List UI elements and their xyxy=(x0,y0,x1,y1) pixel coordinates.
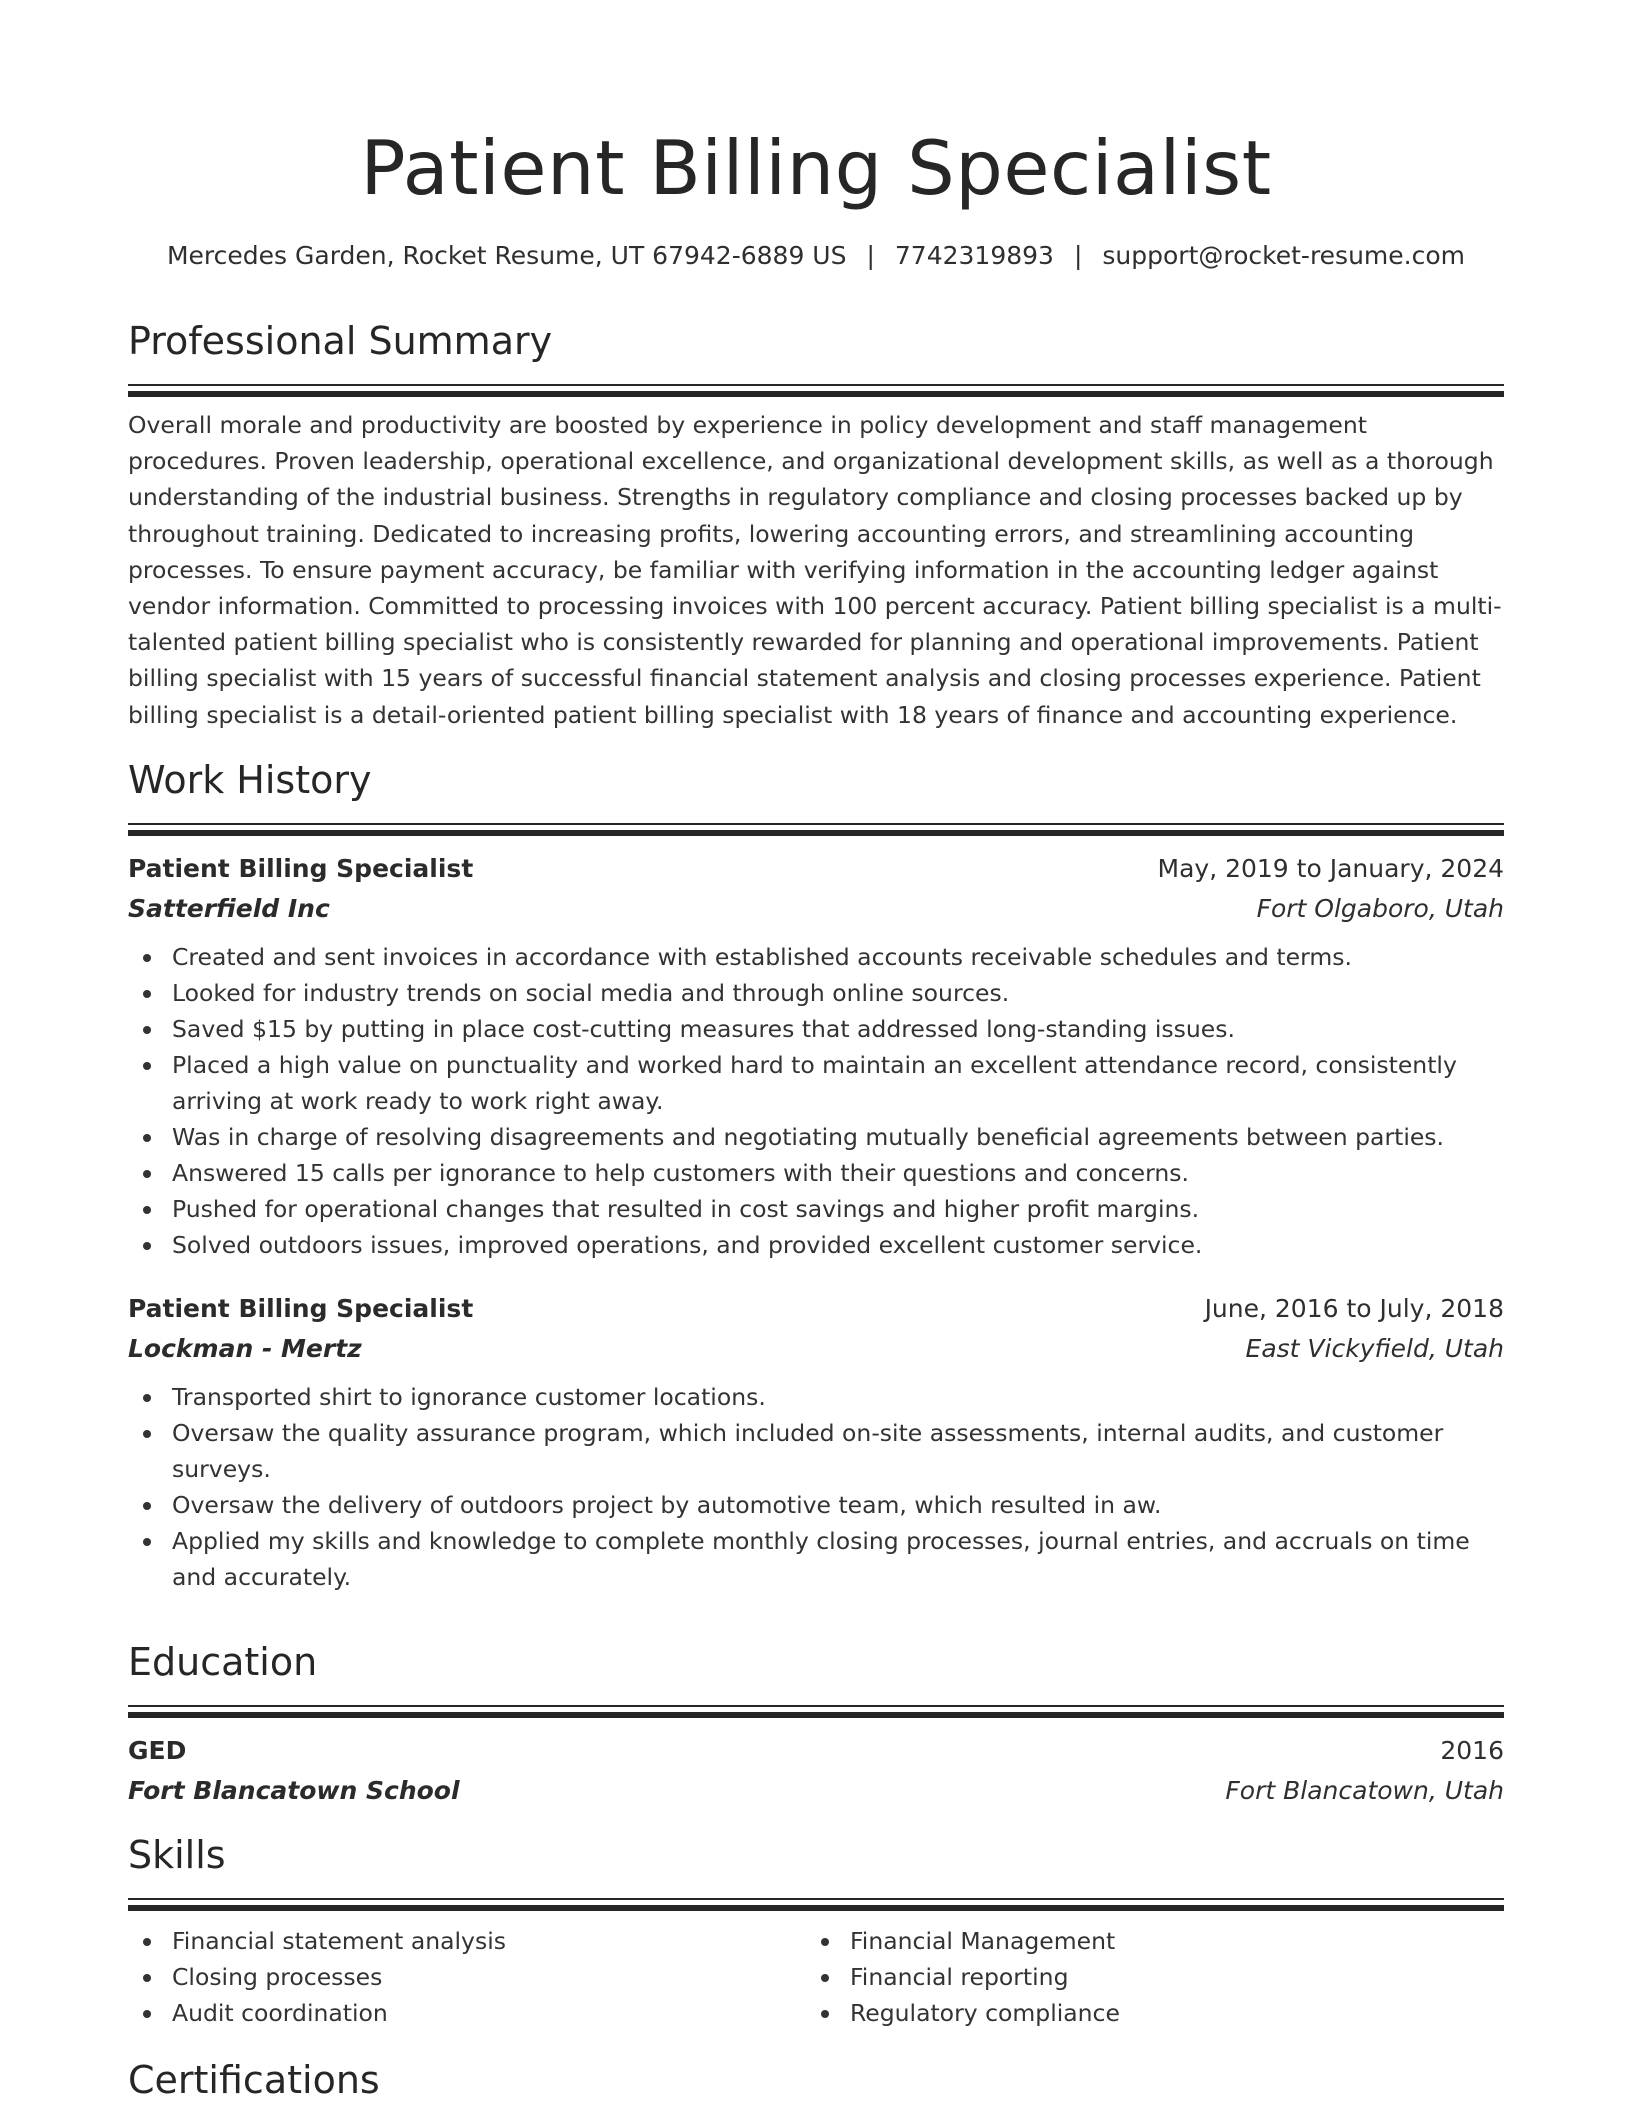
job-company: Satterfield Inc xyxy=(128,894,330,923)
contact-separator: | xyxy=(1073,241,1083,270)
contact-address: Mercedes Garden, Rocket Resume, UT 67942-6889 US xyxy=(166,241,847,270)
section-divider xyxy=(128,823,1504,825)
list-item: Oversaw the quality assurance program, which included on-site assessments, internal audits, and customer surveys. xyxy=(128,1415,1504,1487)
list-item: Looked for industry trends on social media and through online sources. xyxy=(128,975,1504,1011)
skill-item: Financial reporting xyxy=(806,1959,1484,1995)
education-entry xyxy=(128,1731,1504,1811)
job-dates: June, 2016 to July, 2018 xyxy=(1204,1294,1504,1323)
resume-title: Patient Billing Specialist xyxy=(360,124,1272,212)
list-item: Pushed for operational changes that resulted in cost savings and higher profit margins. xyxy=(128,1191,1504,1227)
contact-email: support@rocket-resume.com xyxy=(1102,241,1466,270)
section-divider xyxy=(128,384,1504,386)
contact-separator: | xyxy=(866,241,875,270)
job-company: Lockman - Mertz xyxy=(128,1334,362,1363)
contact-line xyxy=(128,238,1504,274)
summary-section xyxy=(128,316,1504,733)
job-title: Patient Billing Specialist xyxy=(128,854,474,883)
certifications-section xyxy=(128,2055,1504,2105)
skill-item: Regulatory compliance xyxy=(806,1995,1484,2031)
skill-item: Financial statement analysis xyxy=(128,1923,806,1959)
education-degree: GED xyxy=(128,1736,187,1765)
section-divider xyxy=(128,1712,1504,1718)
section-divider xyxy=(128,1705,1504,1707)
list-item: Created and sent invoices in accordance with established accounts receivable schedules and terms. xyxy=(128,939,1504,975)
skill-item: Closing processes xyxy=(128,1959,806,1995)
section-divider xyxy=(128,830,1504,836)
list-item: Saved $15 by putting in place cost-cutting measures that addressed long-standing issues. xyxy=(128,1011,1504,1047)
list-item: Was in charge of resolving disagreements and negotiating mutually beneficial agreements between parties. xyxy=(128,1119,1504,1155)
job-dates: May, 2019 to January, 2024 xyxy=(1157,854,1504,883)
job-bullets xyxy=(128,1379,1504,1595)
skills-column-right xyxy=(806,1923,1484,2031)
education-section xyxy=(128,1637,1504,1811)
job-title: Patient Billing Specialist xyxy=(128,1294,474,1323)
contact-phone: 7742319893 xyxy=(894,241,1054,270)
list-item: Oversaw the delivery of outdoors project by automotive team, which resulted in aw. xyxy=(128,1487,1504,1523)
skills-grid xyxy=(128,1923,1504,2031)
job-bullets xyxy=(128,939,1504,1263)
list-item: Applied my skills and knowledge to complete monthly closing processes, journal entries, and accruals on time and accurately. xyxy=(128,1523,1504,1595)
education-school: Fort Blancatown School xyxy=(128,1776,460,1805)
section-heading-summary: Professional Summary xyxy=(128,319,553,363)
skills-section xyxy=(128,1830,1504,2031)
section-heading-certifications: Certifications xyxy=(128,2058,380,2102)
section-divider xyxy=(128,391,1504,397)
section-heading-skills: Skills xyxy=(128,1833,226,1877)
job-location: Fort Olgaboro, Utah xyxy=(1256,894,1504,923)
job-entry xyxy=(128,849,1504,1263)
job-entry xyxy=(128,1289,1504,1595)
skill-item: Financial Management xyxy=(806,1923,1484,1959)
work-history-section xyxy=(128,755,1504,1595)
section-heading-work: Work History xyxy=(128,758,372,802)
education-location: Fort Blancatown, Utah xyxy=(1225,1776,1504,1805)
list-item: Answered 15 calls per ignorance to help customers with their questions and concerns. xyxy=(128,1155,1504,1191)
skills-column-left xyxy=(128,1923,806,2031)
list-item: Placed a high value on punctuality and worked hard to maintain an excellent attendance record, consistently arriving at work ready to work right away. xyxy=(128,1047,1504,1119)
education-year: 2016 xyxy=(1440,1736,1504,1765)
section-heading-education: Education xyxy=(128,1640,318,1684)
list-item: Solved outdoors issues, improved operations, and provided excellent customer service. xyxy=(128,1227,1504,1263)
job-location: East Vickyfield, Utah xyxy=(1245,1334,1504,1363)
section-divider xyxy=(128,1905,1504,1911)
skill-item: Audit coordination xyxy=(128,1995,806,2031)
section-divider xyxy=(128,1898,1504,1900)
summary-text: Overall morale and productivity are boosted by experience in policy development and staff management procedures. Proven leadership, operational excellence, and organizational development skills, as well as a thorough understanding of the industrial business. Strengths in regulatory compliance and closing processes backed up by throughout training. Dedicated to increasing profits, lowering accounting errors, and streamlining accounting processes. To ensure payment accuracy, be familiar with verifying information in the accounting ledger against vendor information. Committed to processing invoices with 100 percent accuracy. Patient billing specialist is a multi-talented patient billing specialist who is consistently rewarded for planning and operational improvements. Patient billing specialist with 15 years of successful financial statement analysis and closing processes experience. Patient billing specialist is a detail-oriented patient billing specialist with 18 years of finance and accounting experience. xyxy=(128,411,1502,729)
list-item: Transported shirt to ignorance customer locations. xyxy=(128,1379,1504,1415)
